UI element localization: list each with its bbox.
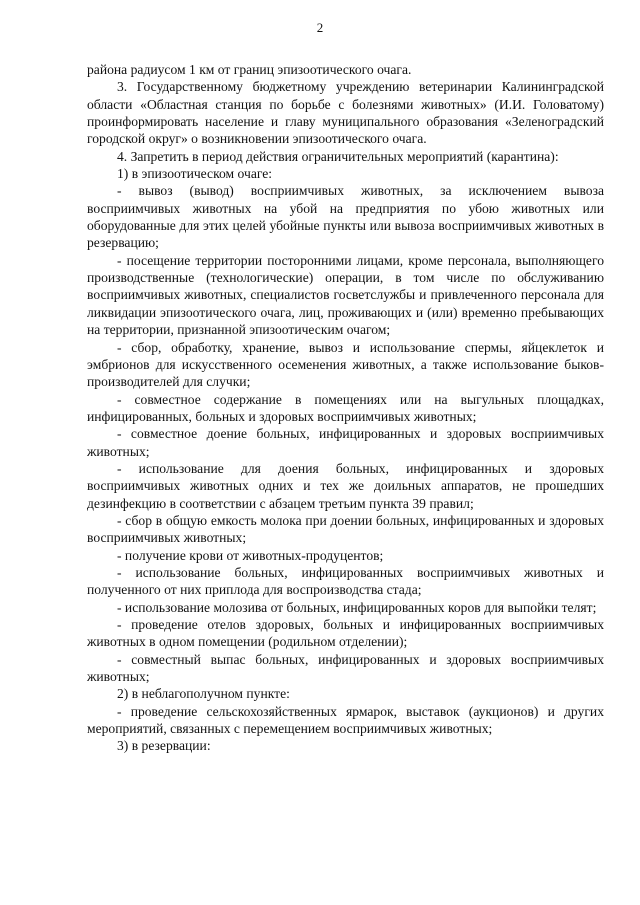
list-item: - проведение отелов здоровых, больных и инфицированных восприимчивых животных в одном помещении (родильном отделении);: [87, 617, 604, 650]
list-item: - вывоз (вывод) восприимчивых животных, за исключением вывоза восприимчивых животных на убой на предприятия по убою животных или оборудованные для этих целей убойные пункты или вывоза восприимчивых животных в резервацию;: [87, 183, 604, 251]
page-number: 2: [316, 20, 324, 35]
subheading-reservation: 3) в резервации:: [117, 738, 211, 754]
list-item: - совместное содержание в помещениях или на выгульных площадках, инфицированных, больных и здоровых восприимчивых животных;: [87, 391, 604, 424]
list-item: - совместное доение больных, инфицированных и здоровых восприимчивых животных;: [87, 426, 604, 459]
list-item: - получение крови от животных-продуцентов;: [117, 547, 384, 563]
list-item: - проведение сельскохозяйственных ярмарок, выставок (аукционов) и других мероприятий, связанных с перемещением восприимчивых животных;: [87, 703, 604, 737]
list-item: - совместный выпас больных, инфицированных и здоровых восприимчивых животных;: [87, 651, 604, 685]
paragraph-item-3: 3. Государственному бюджетному учреждению ветеринарии Калининградской области «Областная станция по борьбе с болезнями животных» (И.И. Головатому) проинформировать население и главу муниципального образования «Зеленоградский городской округ» о возникновении эпизоотического очага.: [87, 79, 604, 147]
list-item: - сбор, обработку, хранение, вывоз и использование спермы, яйцеклеток и эмбрионов для искусственного осеменения животных, а также использование быков-производителей для случки;: [87, 339, 604, 390]
list-item: - использование для доения больных, инфицированных и здоровых восприимчивых животных одних и тех же доильных аппаратов, не прошедших дезинфекцию в соответствии с абзацем третьим пункта 39 правил;: [87, 460, 604, 511]
paragraph-continuation: района радиусом 1 км от границ эпизоотического очага.: [87, 62, 412, 77]
list-item: - посещение территории посторонними лицами, кроме персонала, выполняющего производственные (технологические) операции, в том числе по обслуживанию восприимчивых животных, специалистов госветслужбы и привлеченного персонала для ликвидации эпизоотического очага, лиц, проживающих и (или) временно пребывающих на территории, признанной эпизоотическим очагом;: [87, 252, 604, 338]
list-item: - сбор в общую емкость молока при доении больных, инфицированных и здоровых восприимчивых животных;: [87, 512, 604, 546]
document-body: [87, 61, 604, 755]
subheading-epizootic-focus: 1) в эпизоотическом очаге:: [117, 166, 273, 182]
list-item: - использование больных, инфицированных восприимчивых животных и полученного от них приплода для воспроизводства стада;: [87, 564, 604, 598]
paragraph-item-4: 4. Запретить в период действия ограничительных мероприятий (карантина):: [117, 148, 559, 164]
list-item: - использование молозива от больных, инфицированных коров для выпойки телят;: [117, 599, 597, 615]
subheading-unfavorable-point: 2) в неблагополучном пункте:: [117, 686, 290, 702]
